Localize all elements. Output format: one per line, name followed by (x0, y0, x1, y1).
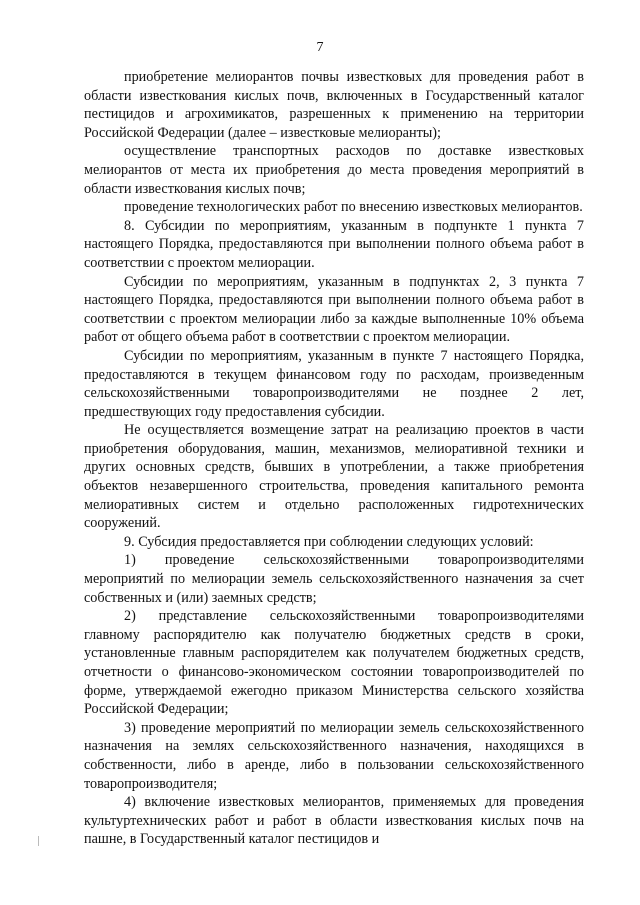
paragraph-condition-3: 3) проведение мероприятий по мелиорации земель сельскохозяйственного назначения на землях сельскохозяйственного назначения, находящихся в собственности, либо в аренде, либо в пользовании сельскохозяйственного товаропроизводителя; (84, 719, 584, 792)
paragraph-transport-costs: осуществление транспортных расходов по доставке известковых мелиорантов от места их приобретения до места проведения мероприятий в области известкования кислых почв; (84, 143, 584, 197)
paragraph-clause-8: 8. Субсидии по мероприятиям, указанным в подпункте 1 пункта 7 настоящего Порядка, предоставляются при выполнении полного объема работ в соответствии с проектом мелиорации. (84, 217, 584, 271)
paragraph-subsidies-clause-7: Субсидии по мероприятиям, указанным в пункте 7 настоящего Порядка, предоставляются в текущем финансовом году по расходам, произведенным сельскохозяйственными товаропроизводителями не позднее 2 лет, предшествующих году предоставления субсидии. (84, 347, 584, 420)
paragraph-no-reimbursement: Не осуществляется возмещение затрат на реализацию проектов в части приобретения оборудования, машин, механизмов, мелиоративной техники и других основных средств, бывших в употреблении, а также приобретения объектов незавершенного строительства, проведения капитального ремонта мелиоративных систем и отдельно расположенных гидротехнических сооружений. (84, 422, 584, 532)
paragraph-subsidies-subclauses-2-3: Субсидии по мероприятиям, указанным в подпунктах 2, 3 пункта 7 настоящего Порядка, предоставляются при выполнении полного объема работ в соответствии с проектом мелиорации либо за каждые выполненные 10% объема работ от общего объема работ в соответствии с проектом мелиорации. (84, 273, 584, 346)
paragraph-clause-9: 9. Субсидия предоставляется при соблюдении следующих условий: (124, 533, 534, 550)
paragraph-condition-4: 4) включение известковых мелиорантов, применяемых для проведения культуртехнических работ и работ в области известкования кислых почв на пашне, в Государственный каталог пестицидов и (84, 794, 584, 848)
scan-edge-mark (38, 836, 39, 846)
paragraph-condition-1: 1) проведение сельскохозяйственными товаропроизводителями мероприятий по мелиорации земель сельскохозяйственного назначения за счет собственных и (или) заемных средств; (84, 552, 584, 606)
paragraph-liming-materials: приобретение мелиорантов почвы известковых для проведения работ в области известкования кислых почв, включенных в Государственный каталог пестицидов и агрохимикатов, разрешенных к применению на территории Российской Федерации (далее – известковые мелиоранты); (84, 69, 584, 141)
paragraph-technological-works: проведение технологических работ по внесению известковых мелиорантов. (124, 199, 583, 216)
document-body (84, 68, 584, 849)
page-number: 7 (316, 40, 324, 55)
paragraph-condition-2: 2) представление сельскохозяйственными товаропроизводителями главному распорядителю как получателю бюджетных средств в сроки, установленные главным распорядителем как получателем бюджетных средств, отчетности о финансово-экономическом состоянии товаропроизводителей по форме, утверждаемой ежегодно приказом Министерства сельского хозяйства Российской Федерации; (84, 608, 584, 718)
